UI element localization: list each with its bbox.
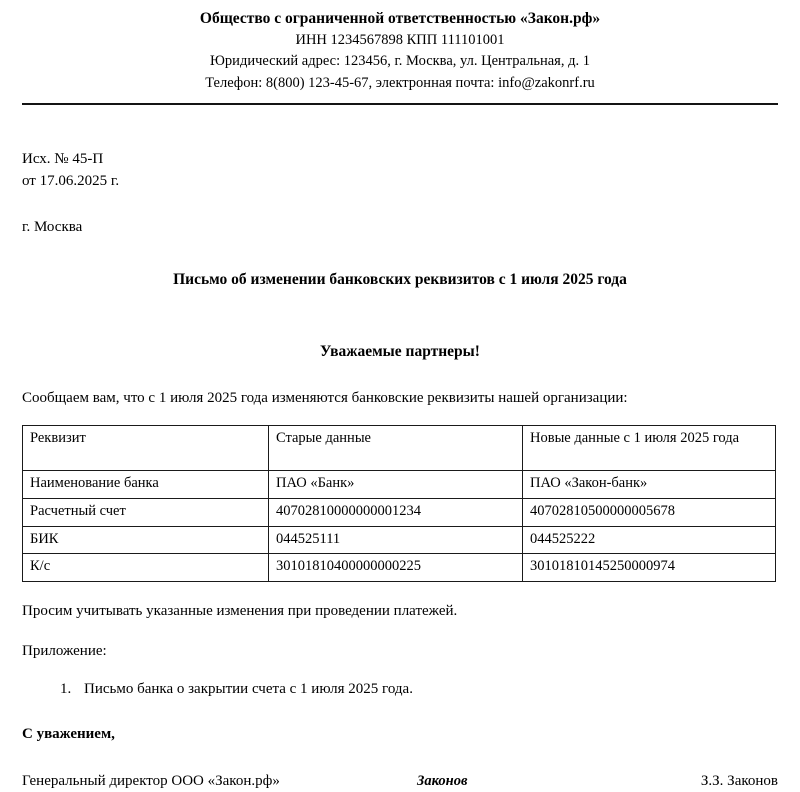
company-name: Общество с ограниченной ответственностью «Закон.рф» (199, 10, 601, 27)
table-header-row (23, 426, 776, 471)
request-paragraph: Просим учитывать указанные изменения при проведении платежей. (22, 602, 458, 619)
table-row (23, 526, 776, 554)
signatory-name: З.З. Законов (700, 773, 778, 790)
attachments-list (22, 679, 778, 700)
reference-block (22, 148, 778, 192)
cell-old-value: 044525111 (269, 526, 523, 554)
table-header-new: Новые данные с 1 июля 2025 года (523, 426, 776, 471)
table-header-requisite: Реквизит (23, 426, 269, 471)
company-legal-address: Юридический адрес: 123456, г. Москва, ул. Центральная, д. 1 (210, 53, 590, 70)
table-row (23, 498, 776, 526)
letterhead (22, 0, 778, 94)
table-header-old: Старые данные (269, 426, 523, 471)
document-date: от 17.06.2025 г. (22, 172, 120, 189)
cell-requisite: Наименование банка (23, 471, 269, 499)
intro-paragraph: Сообщаем вам, что с 1 июля 2025 года изменяются банковские реквизиты нашей организации: (22, 389, 628, 406)
regards-line: С уважением, (22, 726, 115, 743)
cell-new-value: ПАО «Закон-банк» (523, 471, 776, 499)
city-line: г. Москва (22, 218, 83, 235)
cell-requisite: К/с (23, 554, 269, 582)
signature-block (22, 772, 778, 792)
cell-new-value: 30101810145250000974 (523, 554, 776, 582)
cell-old-value: ПАО «Банк» (269, 471, 523, 499)
cell-old-value: 30101810400000000225 (269, 554, 523, 582)
cell-new-value: 40702810500000005678 (523, 498, 776, 526)
salutation: Уважаемые партнеры! (320, 343, 480, 361)
company-contacts: Телефон: 8(800) 123-45-67, электронная почта: info@zakonrf.ru (205, 74, 595, 91)
header-divider (22, 103, 778, 105)
table-row (23, 471, 776, 499)
signature-mark: Законов (417, 773, 468, 790)
signatory-position: Генеральный директор ООО «Закон.рф» (22, 773, 280, 790)
cell-requisite: Расчетный счет (23, 498, 269, 526)
cell-requisite: БИК (23, 526, 269, 554)
cell-old-value: 40702810000000001234 (269, 498, 523, 526)
company-tax-ids: ИНН 1234567898 КПП 111101001 (295, 32, 505, 49)
cell-new-value: 044525222 (523, 526, 776, 554)
attachments-label: Приложение: (22, 643, 107, 660)
page-title: Письмо об изменении банковских реквизитов с 1 июля 2025 года (173, 270, 627, 288)
table-row (23, 554, 776, 582)
outgoing-number: Исх. № 45-П (22, 150, 104, 167)
requisites-table (22, 425, 776, 581)
list-item: 1. Письмо банка о закрытии счета с 1 июля 2025 года. (75, 679, 778, 700)
